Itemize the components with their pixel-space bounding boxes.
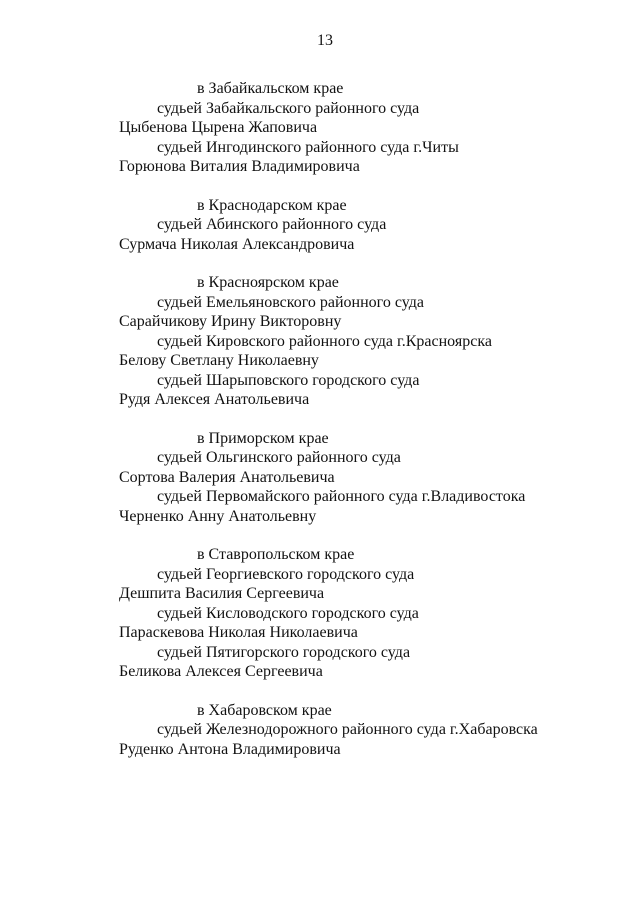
judge-role: судьей Забайкальского районного суда (157, 99, 420, 117)
judge-role: судьей Абинского районного суда (157, 216, 387, 233)
judge-name: Горюнова Виталия Владимировича (119, 158, 360, 175)
region-section-stavropol (0, 545, 640, 682)
judge-role: судьей Кировского районного суда г.Красноярска (157, 332, 492, 350)
judge-name: Черненко Анну Анатольевну (119, 507, 317, 525)
judge-role: судьей Первомайского районного суда г.Владивостока (157, 488, 526, 505)
judge-name: Рудя Алексея Анатольевича (119, 391, 310, 408)
judge-role: судьей Кисловодского городского суда (157, 604, 419, 622)
judge-role: судьей Пятигорского городского суда (157, 643, 411, 661)
judge-name: Беликова Алексея Сергеевича (119, 663, 323, 680)
region-heading: в Ставропольском крае (197, 546, 355, 563)
judge-name: Белову Светлану Николаевну (119, 352, 319, 369)
judge-name: Параскевова Николая Николаевича (119, 624, 358, 641)
region-heading: в Красноярском крае (197, 274, 339, 291)
region-heading: в Хабаровском крае (197, 701, 332, 719)
document-body (0, 79, 640, 778)
judge-role: судьей Шарыповского городского суда (157, 371, 420, 389)
region-heading: в Краснодарском крае (197, 196, 347, 214)
region-section-zabaykalsky (0, 79, 640, 177)
judge-role: судьей Емельяновского районного суда (157, 293, 424, 311)
region-section-krasnoyarsk (0, 273, 640, 410)
region-section-primorsky (0, 429, 640, 527)
judge-name: Сарайчикову Ирину Викторовну (119, 313, 342, 330)
judge-name: Цыбенова Цырена Жаповича (119, 119, 318, 136)
judge-name: Сурмача Николая Александровича (119, 235, 355, 253)
judge-role: судьей Железнодорожного районного суда г.Хабаровска (157, 721, 538, 738)
judge-name: Сортова Валерия Анатольевича (119, 468, 335, 486)
region-heading: в Приморском крае (197, 429, 329, 447)
judge-role: судьей Ингодинского районного суда г.Читы (157, 138, 459, 156)
judge-role: судьей Ольгинского районного суда (157, 449, 401, 466)
judge-role: судьей Георгиевского городского суда (157, 565, 415, 583)
judge-name: Руденко Антона Владимировича (119, 740, 341, 758)
region-heading: в Забайкальском крае (197, 80, 344, 97)
region-section-khabarovsk (0, 701, 640, 760)
judge-name: Дешпита Василия Сергеевича (119, 585, 325, 602)
page-number: 13 (317, 32, 333, 49)
region-section-krasnodar (0, 196, 640, 255)
